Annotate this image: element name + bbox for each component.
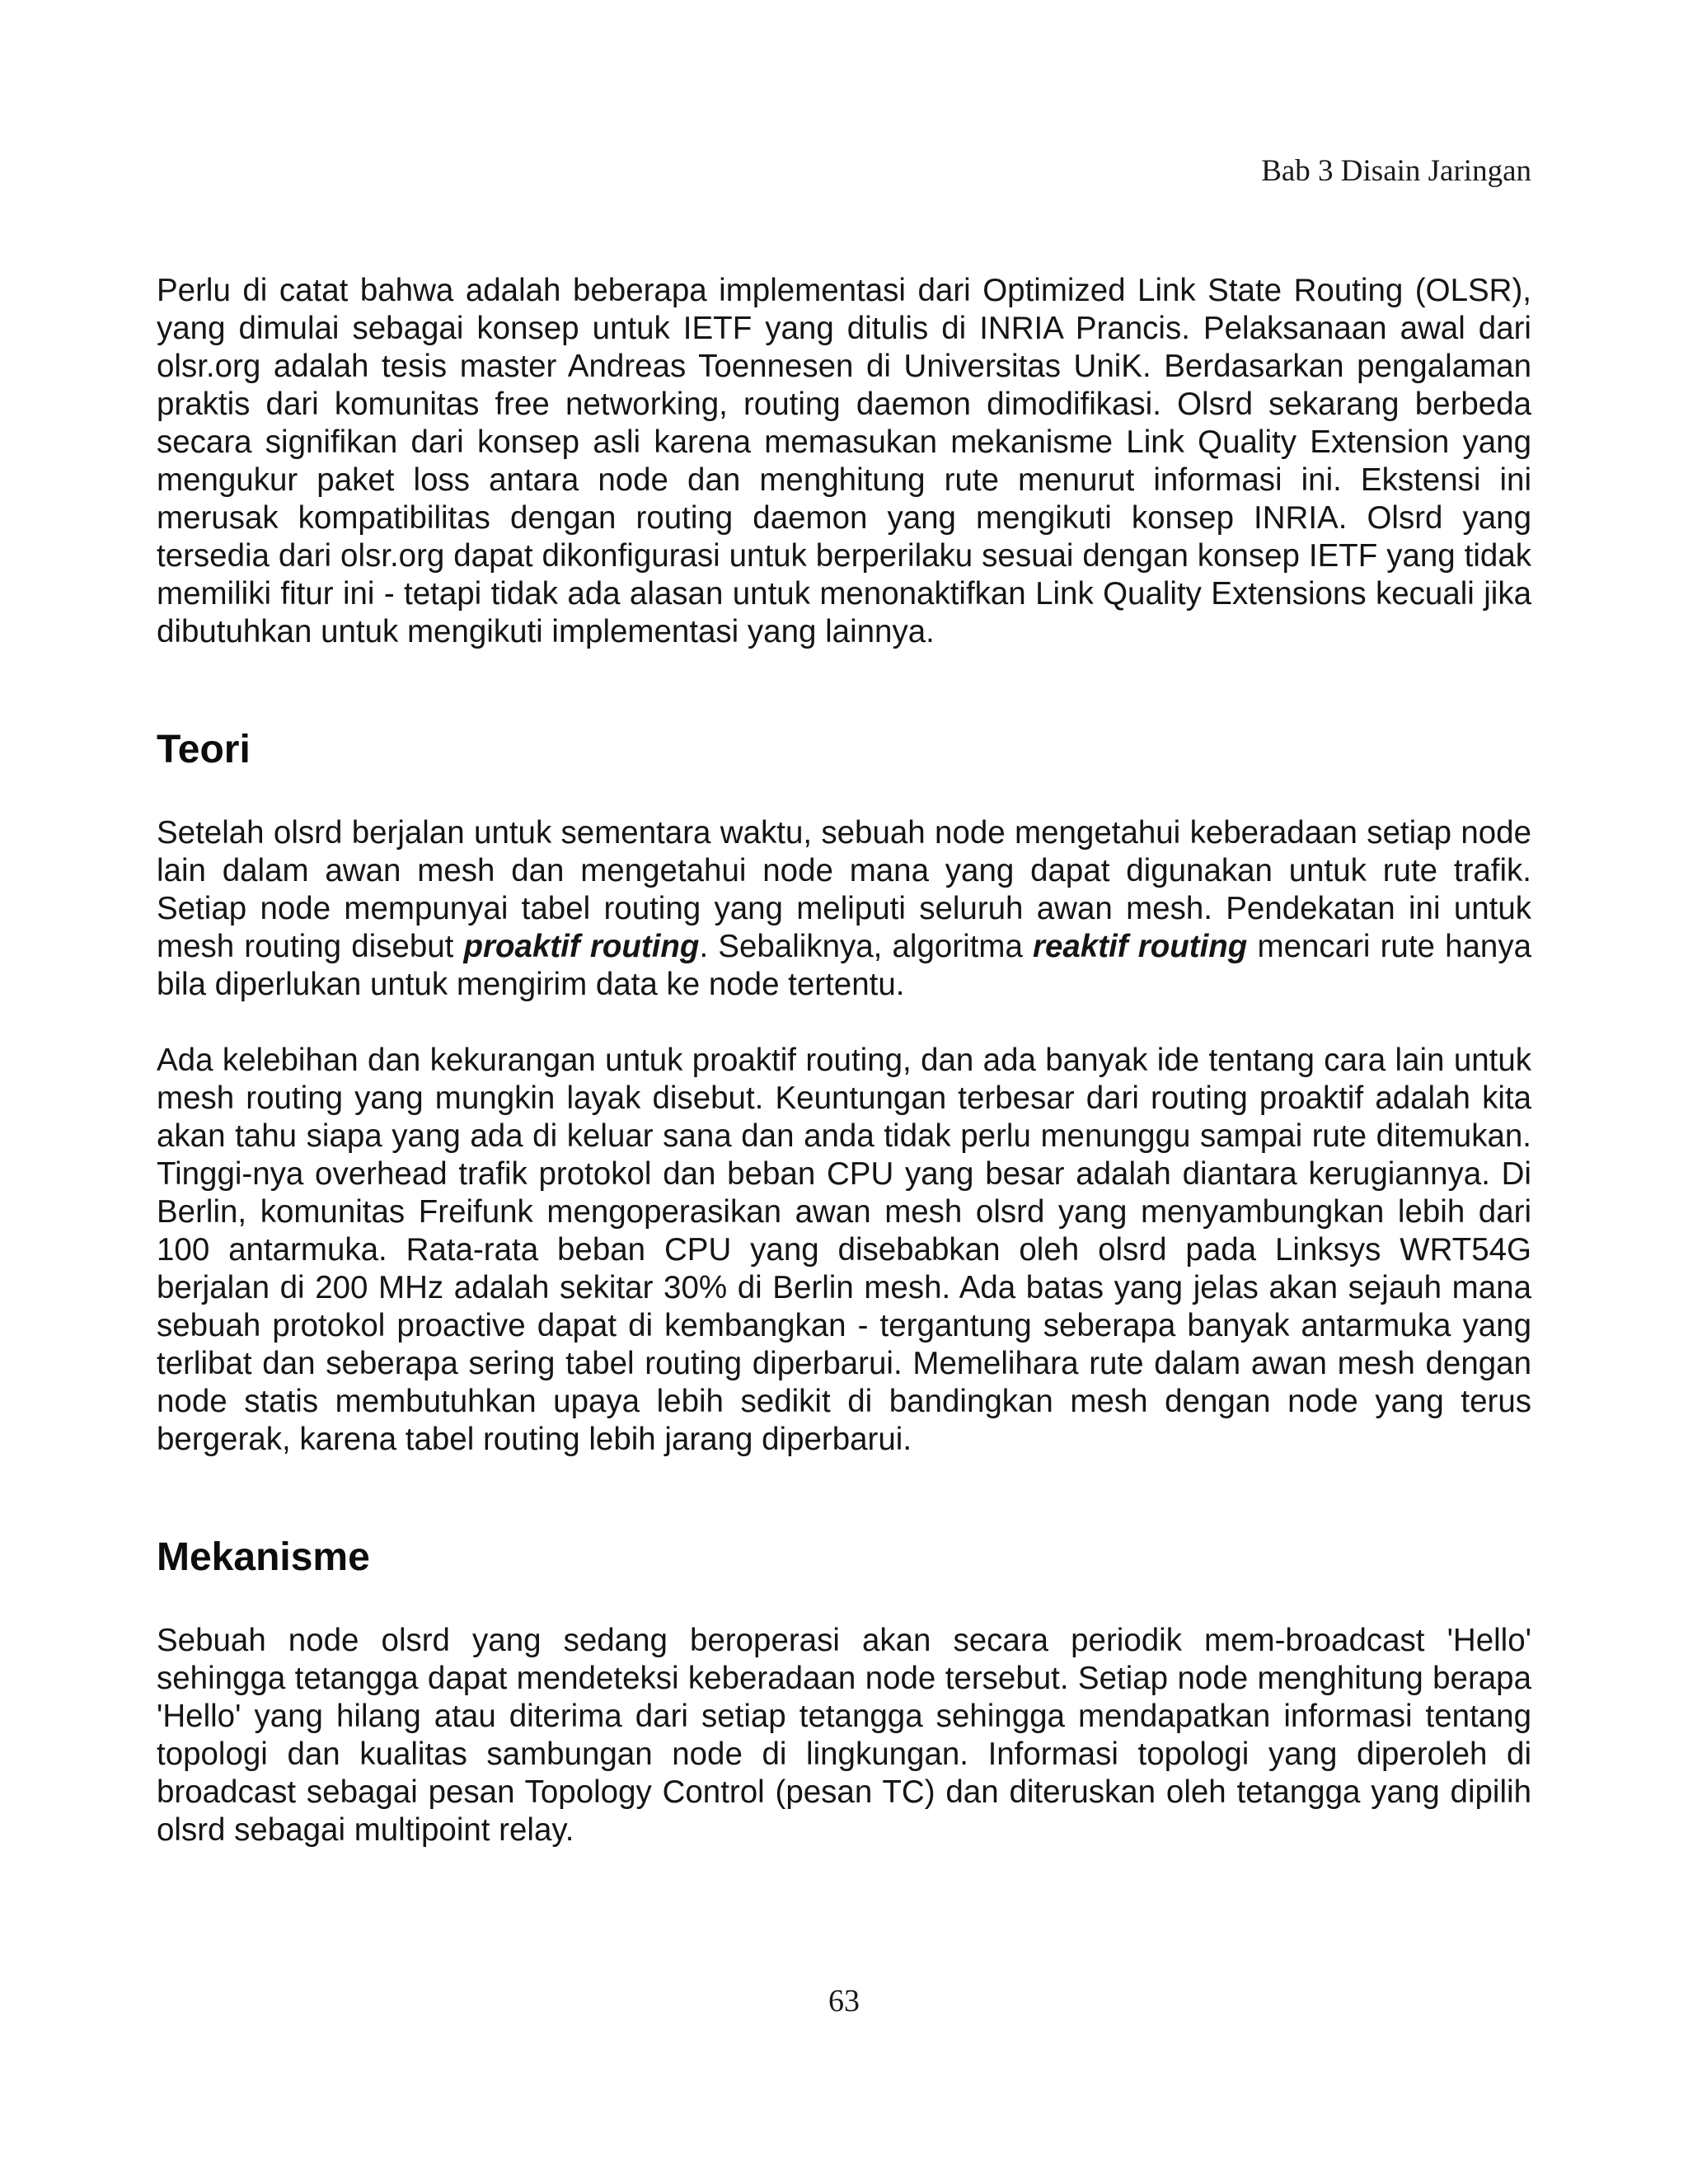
section-heading-teori: Teori [157,728,251,771]
running-header: Bab 3 Disain Jaringan [1261,154,1531,188]
teori-paragraph-1-text-a: Setelah olsrd berjalan untuk sementara waktu, sebuah node mengetahui keberadaan setiap node lain dalam awan mesh dan mengetahui node mana yang dapat digunakan untuk rute trafik. Setiap node mempunyai tabel routing yang meliputi seluruh awan mesh. Pendekatan ini untuk mesh routing disebut [157,815,1531,964]
page-body [157,272,1531,1849]
teori-paragraph-1-text-c: mencari rute hanya bila diperlukan untuk mengirim data ke node tertentu. [157,929,1531,1002]
page-number: 63 [828,1984,860,2018]
section-heading-mekanisme: Mekanisme [157,1535,370,1579]
mekanisme-paragraph-1: Sebuah node olsrd yang sedang beroperasi akan secara periodik mem-broadcast 'Hello' sehingga tetangga dapat mendeteksi keberadaan node tersebut. Setiap node menghitung berapa 'Hello' yang hilang atau diterima dari setiap tetangga sehingga mendapatkan informasi tentang topologi dan kualitas sambungan node di lingkungan. Informasi topologi yang diperoleh di broadcast sebagai pesan Topology Control (pesan TC) dan diteruskan oleh tetangga yang dipilih olsrd sebagai multipoint relay. [157,1623,1531,1848]
teori-paragraph-2: Ada kelebihan dan kekurangan untuk proaktif routing, dan ada banyak ide tentang cara lain untuk mesh routing yang mungkin layak disebut. Keuntungan terbesar dari routing proaktif adalah kita akan tahu siapa yang ada di keluar sana dan anda tidak perlu menunggu sampai rute ditemukan. Tinggi-nya overhead trafik protokol dan beban CPU yang besar adalah diantara kerugiannya. Di Berlin, komunitas Freifunk mengoperasikan awan mesh olsrd yang menyambungkan lebih dari 100 antarmuka. Rata-rata beban CPU yang disebabkan oleh olsrd pada Linksys WRT54G berjalan di 200 MHz adalah sekitar 30% di Berlin mesh. Ada batas yang jelas akan sejauh mana sebuah protokol proactive dapat di kembangkan - tergantung seberapa banyak antarmuka yang terlibat dan seberapa sering tabel routing diperbarui. Memelihara rute dalam awan mesh dengan node statis membutuhkan upaya lebih sedikit di bandingkan mesh dengan node yang terus bergerak, karena tabel routing lebih jarang diperbarui. [157,1043,1531,1457]
teori-paragraph-1-text-b: . Sebaliknya, algoritma [699,929,1034,964]
term-proaktif-routing: proaktif routing [463,929,700,964]
intro-paragraph: Perlu di catat bahwa adalah beberapa implementasi dari Optimized Link State Routing (OLSR), yang dimulai sebagai konsep untuk IETF yang ditulis di INRIA Prancis. Pelaksanaan awal dari olsr.org adalah tesis master Andreas Toennesen di Universitas UniK. Berdasarkan pengalaman praktis dari komunitas free networking, routing daemon dimodifikasi. Olsrd sekarang berbeda secara signifikan dari konsep asli karena memasukan mekanisme Link Quality Extension yang mengukur paket loss antara node dan menghitung rute menurut informasi ini. Ekstensi ini merusak kompatibilitas dengan routing daemon yang mengikuti konsep INRIA. Olsrd yang tersedia dari olsr.org dapat dikonfigurasi untuk berperilaku sesuai dengan konsep IETF yang tidak memiliki fitur ini - tetapi tidak ada alasan untuk menonaktifkan Link Quality Extensions kecuali jika dibutuhkan untuk mengikuti implementasi yang lainnya. [157,273,1531,649]
teori-paragraph-1 [157,814,1531,1004]
term-reaktif-routing: reaktif routing [1033,929,1248,964]
